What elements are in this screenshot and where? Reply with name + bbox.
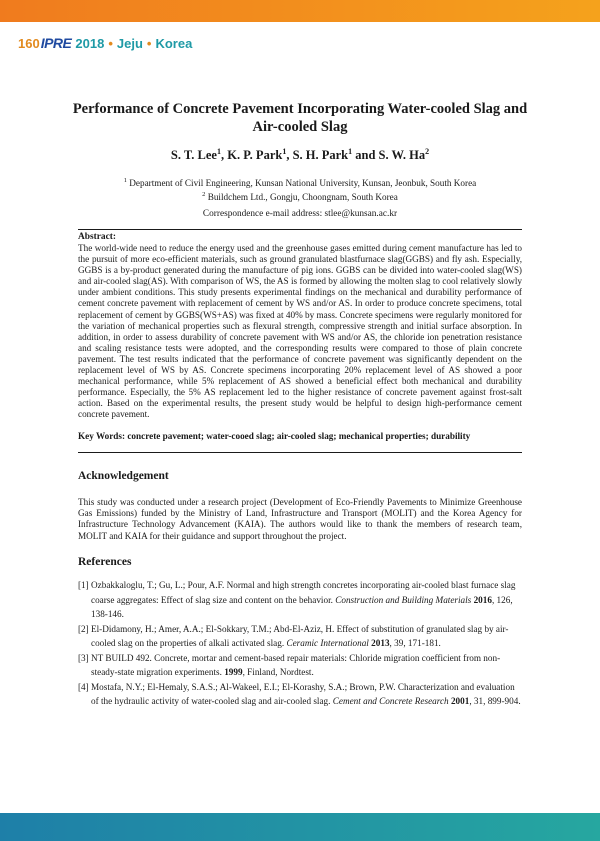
- reference-journal: Construction and Building Materials: [335, 594, 472, 605]
- author-affiliation-marker: 2: [425, 147, 430, 156]
- logo-mark: IPRE: [40, 35, 72, 51]
- author-name: K. P. Park: [227, 148, 283, 163]
- affiliation-marker: 2: [202, 191, 206, 199]
- reference-item: [78, 651, 522, 680]
- affiliation-text: Buildchem Ltd., Gongju, Choongnam, South Korea: [207, 192, 398, 203]
- acknowledgement-body: This study was conducted under a research project (Development of Eco-Friendly Pavements to Minimize Greenhouse Gas Emissions) funded by the Ministry of Land, Infrastructure and Transport (MOLIT) and the Korea Agency for Infrastructure Technology Advancement (KAIA). The authors would like to thank the members of research team, MOLIT and KAIA for their guidance and support throughout the project.: [78, 497, 522, 541]
- affiliation-marker: 1: [123, 177, 127, 184]
- reference-details: , 31, 899-904.: [469, 696, 521, 706]
- reference-year: 1999: [224, 667, 243, 677]
- references-heading: References: [78, 556, 132, 568]
- author-name: S. T. Lee: [170, 148, 217, 163]
- author-name: S. H. Park: [292, 148, 349, 163]
- reference-details: , 126, 138-146.: [91, 594, 513, 619]
- logo-separator: •: [108, 35, 113, 51]
- reference-year: 2016: [471, 594, 492, 605]
- reference-details: , 39, 171-181.: [389, 638, 441, 648]
- keywords: Key Words: concrete pavement; water-cooed slag; air-cooled slag; mechanical properties; durability: [78, 431, 471, 441]
- reference-text: [3] NT BUILD 492. Concrete, mortar and cement-based repair materials: Chloride migration coefficient from non-steady-state migration experiments.: [78, 652, 501, 677]
- reference-item: [78, 680, 522, 709]
- author-list: [0, 147, 600, 163]
- correspondence-email: Correspondence e-mail address: stlee@kunsan.ac.kr: [202, 209, 398, 219]
- abstract-heading: Abstract:: [78, 232, 117, 242]
- reference-text: [2] El-Didamony, H.; Amer, A.A.; El-Sokkary, T.M.; Abd-El-Aziz, H. Effect of substitution of granulated slag by air-cooled slag on the properties of alkali activated slag.: [78, 623, 509, 648]
- author-affiliation-marker: 1: [348, 147, 353, 156]
- author-separator: ,: [286, 148, 293, 163]
- affiliation-line: [0, 189, 600, 203]
- abstract-body: The world-wide need to reduce the energy used and the greenhouse gases emitted during cement manufacture has led to the pursuit of more eco-efficient materials, such as ground granulated blastfurnace slag(GGBS) and fly ash. Especially, GGBS is a by-product generated during the manufacture of pig ions. GGBS can be divided into water-cooled slag(WS) and air-cooled slag(AS). With comparison of WS, the AS is formed by allowing the molten slag to cool relatively slowly under ambient conditions. This study presents experimental findings on the mechanical and durability performance of cement concrete pavement with replacement of cement by WS and/or AS. In order to produce concrete specimens, total replacement of cement by GGBS(WS+AS) was fixed at 40% by mass. Concrete specimens were regularly monitored for the variation of mechanical properties such as flexural strength, compressive strength and initial surface absorption. In addition, in order to assess durability of concrete pavement with WS and/or AS, the chloride ion penetration resistance and scaling resistance tests were adopted, and the corresponding results were compared to those of plain concrete pavement. The test results indicated that the performance of concrete pavement was significantly dependent on the replacement level of WS by AS. Concrete specimens incorporating 20% replacement level of AS showed a poor mechanical performance, while 5% replacement of AS showed a beneficial effect both mechanical and durability performance. Especially, the 5% AS replacement led to the higher resistance of concrete pavement against frost-salt action. Based on the experimental results, the present study would be helpful to design high-performance cement concrete pavement.: [78, 243, 522, 420]
- affiliation-line: [0, 175, 600, 189]
- reference-year: 2013: [368, 638, 390, 648]
- author-affiliation-marker: 1: [216, 147, 221, 156]
- reference-text: [1] Ozbakkaloglu, T.; Gu, L.; Pour, A.F. Normal and high strength concretes incorporating air-cooled blast furnace slag coarse aggregates: Effect of slag size and content on the behavior.: [78, 580, 516, 605]
- abstract-top-rule: [78, 229, 522, 230]
- footer-color-bar: [0, 813, 600, 841]
- reference-details: , Finland, Nordtest.: [242, 667, 314, 677]
- author-separator: ,: [220, 148, 228, 163]
- affiliations: [0, 175, 600, 203]
- reference-journal: Cement and Concrete Research: [332, 696, 449, 706]
- author-separator: and: [352, 148, 379, 163]
- header-color-bar: [0, 0, 600, 22]
- logo-year: 2018: [75, 35, 105, 51]
- reference-journal: Ceramic International: [286, 638, 369, 648]
- logo-separator: •: [146, 35, 152, 51]
- paper-title: Performance of Concrete Pavement Incorporating Water-cooled Slag and Air-cooled Slag: [72, 101, 528, 135]
- reference-item: [78, 622, 522, 651]
- author-name: S. W. Ha: [378, 148, 426, 163]
- reference-list: [78, 578, 522, 709]
- logo-country: Korea: [155, 35, 193, 51]
- reference-item: [78, 578, 522, 622]
- reference-year: 2001: [448, 696, 470, 706]
- logo-number: 160: [18, 35, 40, 51]
- abstract-bottom-rule: [78, 452, 522, 453]
- acknowledgement-heading: Acknowledgement: [78, 470, 169, 482]
- conference-logo: [18, 31, 192, 55]
- affiliation-text: Department of Civil Engineering, Kunsan National University, Kunsan, Jeonbuk, South Korea: [129, 178, 477, 189]
- reference-text: [4] Mostafa, N.Y.; El-Hemaly, S.A.S.; Al-Wakeel, E.I.; El-Korashy, S.A.; Brown, P.W. Characterization and evaluation of the hydraulic activity of water-cooled slag and air-cooled slag.: [78, 681, 515, 706]
- author-affiliation-marker: 1: [282, 147, 287, 156]
- logo-city: Jeju: [116, 35, 143, 51]
